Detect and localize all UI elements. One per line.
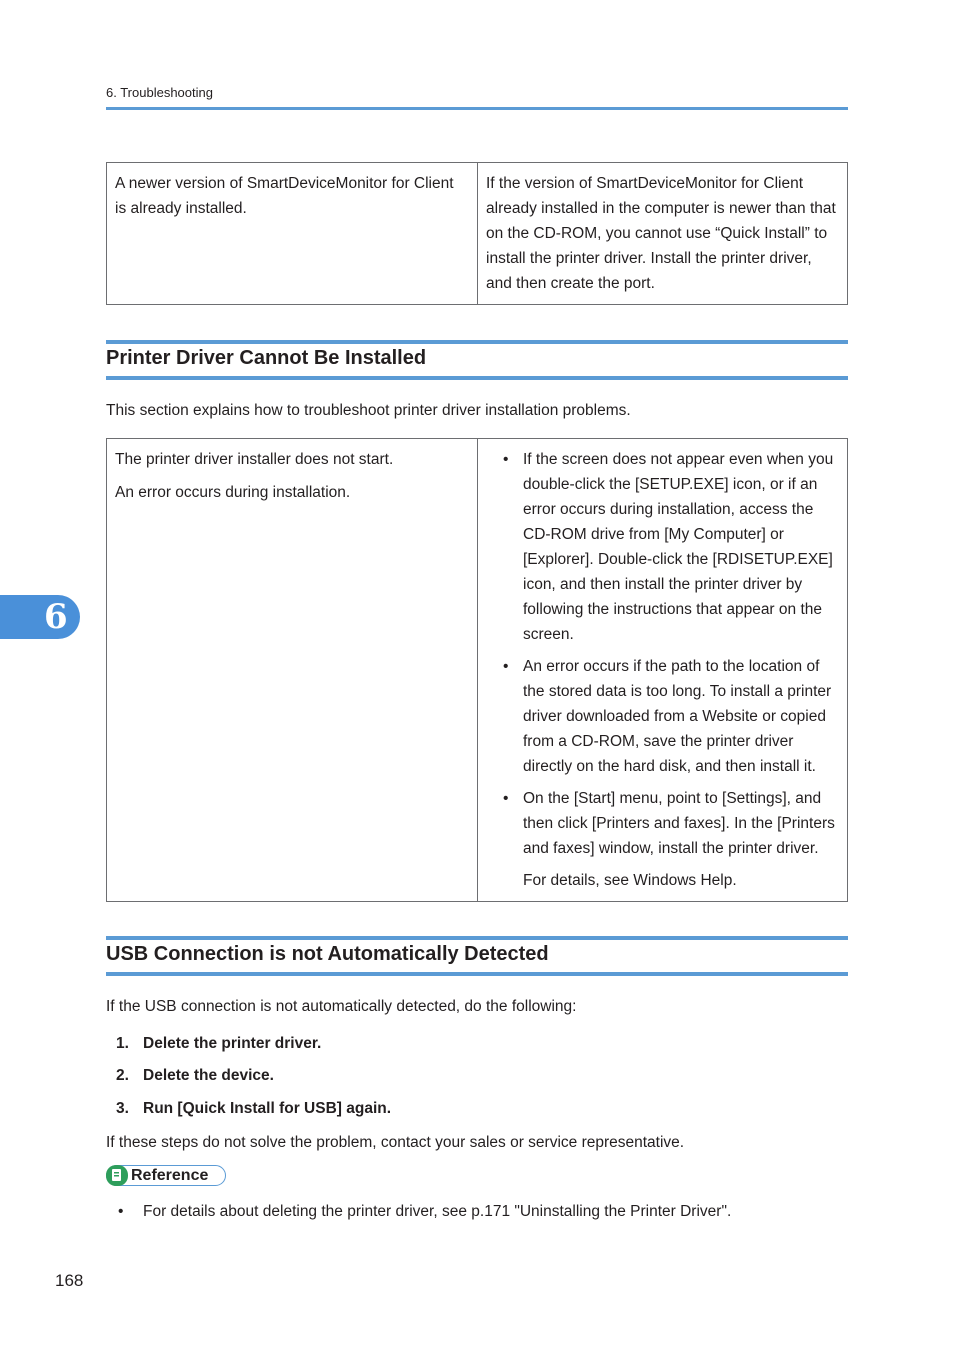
table-cell-problem <box>107 439 478 902</box>
list-item: • An error occurs if the path to the location of the stored data is too long. To install a printer driver downloaded from a Website or copied from a CD-ROM, save the printer driver directly on the hard disk, and then install it. <box>486 654 839 779</box>
page-number: 168 <box>55 1271 84 1290</box>
step-item <box>116 1100 391 1118</box>
list-item: • On the [Start] menu, point to [Settings], and then click [Printers and faxes]. In the [Printers and faxes] window, install the printer driver. <box>486 786 839 861</box>
table-cell-problem: A newer version of SmartDeviceMonitor for Client is already installed. <box>107 163 478 305</box>
chapter-tab <box>0 595 80 639</box>
step-number: 2. <box>116 1067 129 1084</box>
solution-list <box>486 447 839 861</box>
table-cell-solution: If the version of SmartDeviceMonitor for Client already installed in the computer is newer than that on the CD-ROM, you cannot use “Quick Install” to install the printer driver. Install the printer driver, and then create the port. <box>478 163 848 305</box>
reference-text[interactable]: For details about deleting the printer driver, see p.171 "Uninstalling the Printer Driver". <box>143 1203 732 1220</box>
step-item <box>116 1035 321 1053</box>
section-intro: This section explains how to troubleshoot printer driver installation problems. <box>106 402 631 419</box>
chapter-number: 6 <box>44 597 68 637</box>
section-heading-usb <box>106 936 848 976</box>
step-text: Run [Quick Install for USB] again. <box>143 1100 392 1117</box>
section-heading-printer-driver <box>106 340 848 380</box>
running-head: 6. Troubleshooting <box>106 85 213 100</box>
windows-help-note: For details, see Windows Help. <box>523 872 737 889</box>
smartdevicemonitor-table <box>106 162 848 305</box>
step-text: Delete the printer driver. <box>143 1035 322 1052</box>
header-rule <box>106 107 848 110</box>
reference-badge <box>106 1165 226 1186</box>
step-number: 1. <box>116 1035 129 1052</box>
closing-text: If these steps do not solve the problem, contact your sales or service representative. <box>106 1134 685 1151</box>
step-number: 3. <box>116 1100 129 1117</box>
table-row <box>107 163 848 305</box>
reference-label: Reference <box>131 1167 209 1184</box>
step-item <box>116 1067 274 1085</box>
list-item: • If the screen does not appear even when you double-click the [SETUP.EXE] icon, or if an error occurs during installation, access the CD-ROM drive from [My Computer] or [Explorer]. Double-click the [RDISETUP.EXE] icon, and then install the printer driver by following the instructions that appear on the screen. <box>486 447 839 647</box>
section-title: USB Connection is not Automatically Detected <box>106 943 549 965</box>
section-intro: If the USB connection is not automatically detected, do the following: <box>106 998 577 1015</box>
step-text: Delete the device. <box>143 1067 274 1084</box>
table-cell-solution <box>478 439 848 902</box>
table-row <box>107 439 848 902</box>
reference-item <box>118 1201 731 1223</box>
problem-line: The printer driver installer does not start. <box>115 451 394 468</box>
section-title: Printer Driver Cannot Be Installed <box>106 347 427 369</box>
problem-line: An error occurs during installation. <box>115 484 351 501</box>
printer-driver-table <box>106 438 848 902</box>
bullet-icon: • <box>118 1203 124 1220</box>
reference-book-icon <box>106 1165 128 1186</box>
